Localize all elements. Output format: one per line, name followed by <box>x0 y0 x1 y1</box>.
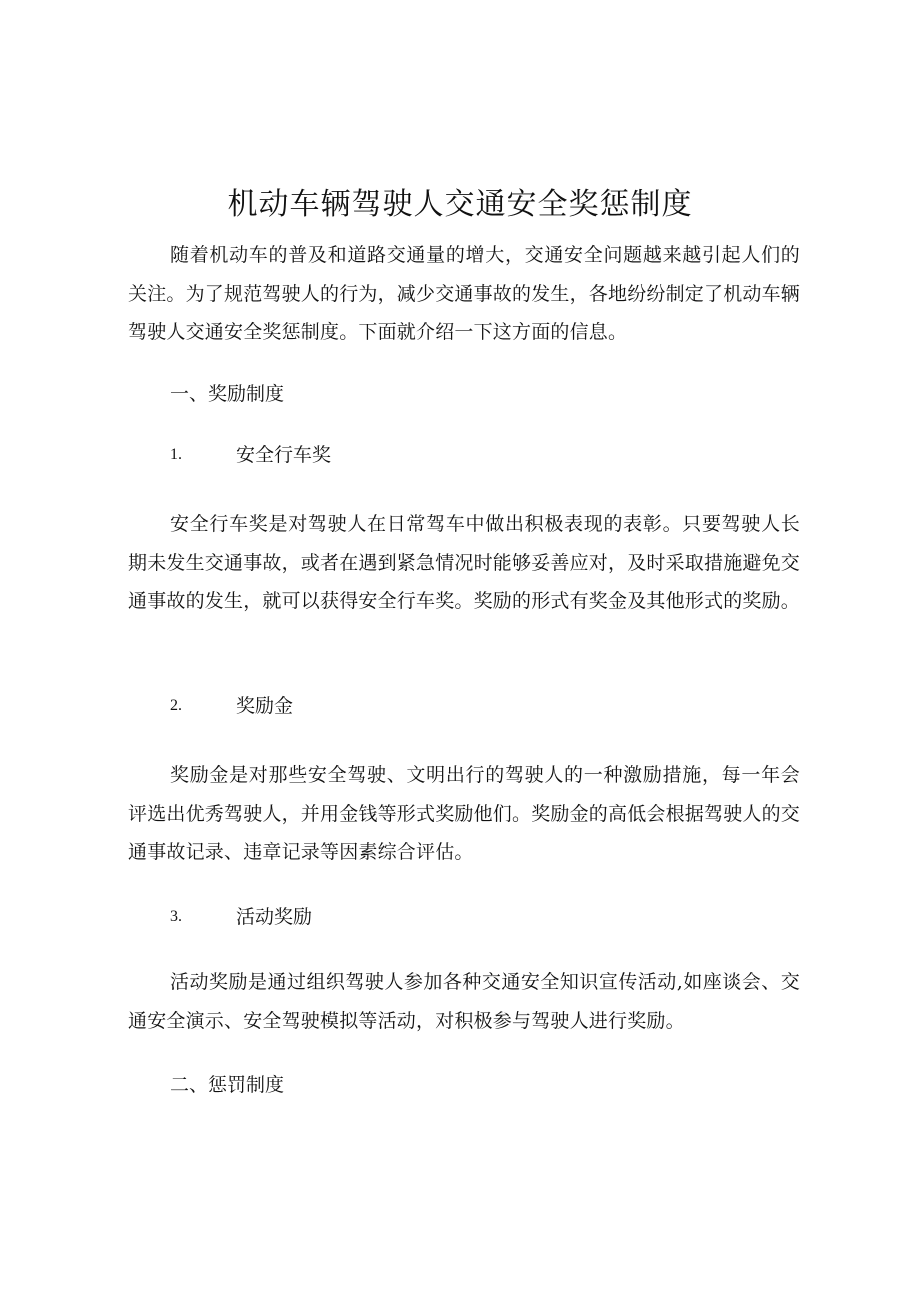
list-item-label: 安全行车奖 <box>236 444 332 466</box>
list-item-number: 3. <box>170 908 182 925</box>
list-item-number: 2. <box>170 697 182 714</box>
list-item-label: 奖励金 <box>236 695 294 717</box>
section-heading-rewards: 一、奖励制度 <box>170 383 285 405</box>
intro-paragraph: 随着机动车的普及和道路交通量的增大，交通安全问题越来越引起人们的关注。为了规范驾驶人的行为，减少交通事故的发生，各地纷纷制定了机动车辆驾驶人交通安全奖惩制度。下面就介绍一下这方面的信息。 <box>128 244 801 343</box>
section-heading-penalties: 二、惩罚制度 <box>170 1074 285 1096</box>
list-item-number: 1. <box>170 446 182 463</box>
document-title: 机动车辆驾驶人交通安全奖惩制度 <box>227 187 693 222</box>
activity-reward-paragraph: 活动奖励是通过组织驾驶人参加各种交通安全知识宣传活动,如座谈会、交通安全演示、安全驾驶模拟等活动，对积极参与驾驶人进行奖励。 <box>128 971 800 1032</box>
safe-driving-paragraph: 安全行车奖是对驾驶人在日常驾车中做出积极表现的表彰。只要驾驶人长期未发生交通事故，或者在遇到紧急情况时能够妥善应对，及时采取措施避免交通事故的发生，就可以获得安全行车奖。奖励的形式有奖金及其他形式的奖励。 <box>128 513 801 612</box>
reward-money-paragraph: 奖励金是对那些安全驾驶、文明出行的驾驶人的一种激励措施，每一年会评选出优秀驾驶人，并用金钱等形式奖励他们。奖励金的高低会根据驾驶人的交通事故记录、违章记录等因素综合评估。 <box>128 764 801 863</box>
list-item-label: 活动奖励 <box>236 906 313 928</box>
